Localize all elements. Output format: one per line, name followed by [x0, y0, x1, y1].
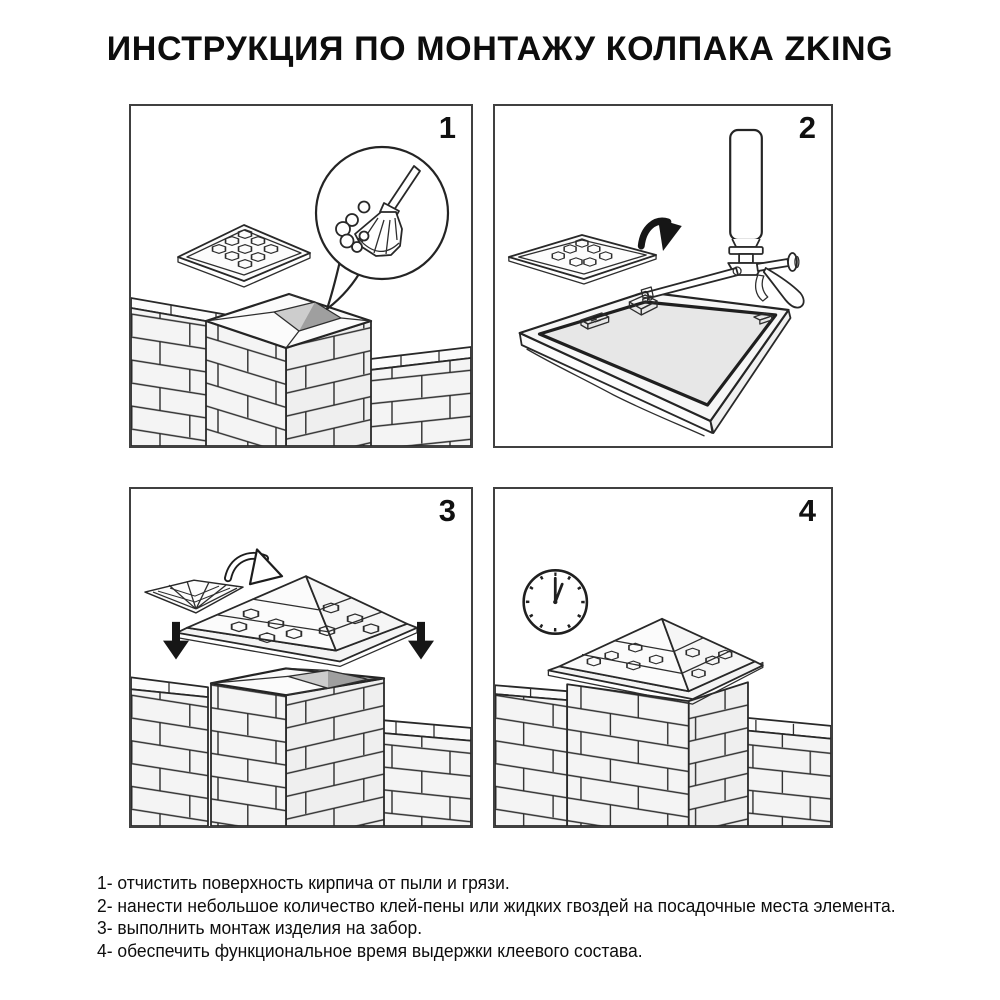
- speech-bubble: [316, 147, 448, 309]
- instruction-line: 2- нанести небольшое количество клей-пены или жидких гвоздей на посадочные места элемента.: [97, 895, 896, 916]
- panel-step-3: [129, 487, 473, 828]
- brick-wall-left: [495, 685, 567, 826]
- brick-pillar: [211, 668, 384, 826]
- panel-number: 2: [798, 110, 816, 145]
- instruction-line: 4- обеспечить функциональное время выдержки клеевого состава.: [97, 940, 643, 961]
- panel-step-4: [493, 487, 833, 828]
- brick-pillar: [206, 294, 371, 446]
- panel-number: 1: [438, 110, 456, 145]
- flip-arrow-icon: [228, 549, 282, 584]
- cap-top-view: [509, 235, 656, 284]
- flip-arrow-icon: [641, 219, 682, 251]
- page-title: ИНСТРУКЦИЯ ПО МОНТАЖУ КОЛПАКА ZKING: [106, 30, 894, 68]
- instructions-list: [97, 872, 896, 962]
- cap-underside-tray: [520, 292, 791, 436]
- panel-number: 4: [798, 493, 816, 528]
- instruction-line: 3- выполнить монтаж изделия на забор.: [97, 918, 423, 939]
- brick-wall-left: [131, 677, 208, 826]
- cap-underside-small: [145, 580, 243, 613]
- clock-icon: [524, 570, 587, 633]
- panel-step-1: [129, 104, 473, 448]
- panel-number: 3: [438, 493, 456, 528]
- down-arrow-icon: [163, 622, 189, 660]
- foam-canister: [730, 130, 762, 247]
- panel-step-2: [493, 104, 833, 448]
- instruction-line: 1- отчистить поверхность кирпича от пыли и грязи.: [97, 873, 510, 893]
- brick-pillar: [567, 682, 748, 826]
- chimney-cap: [178, 225, 310, 287]
